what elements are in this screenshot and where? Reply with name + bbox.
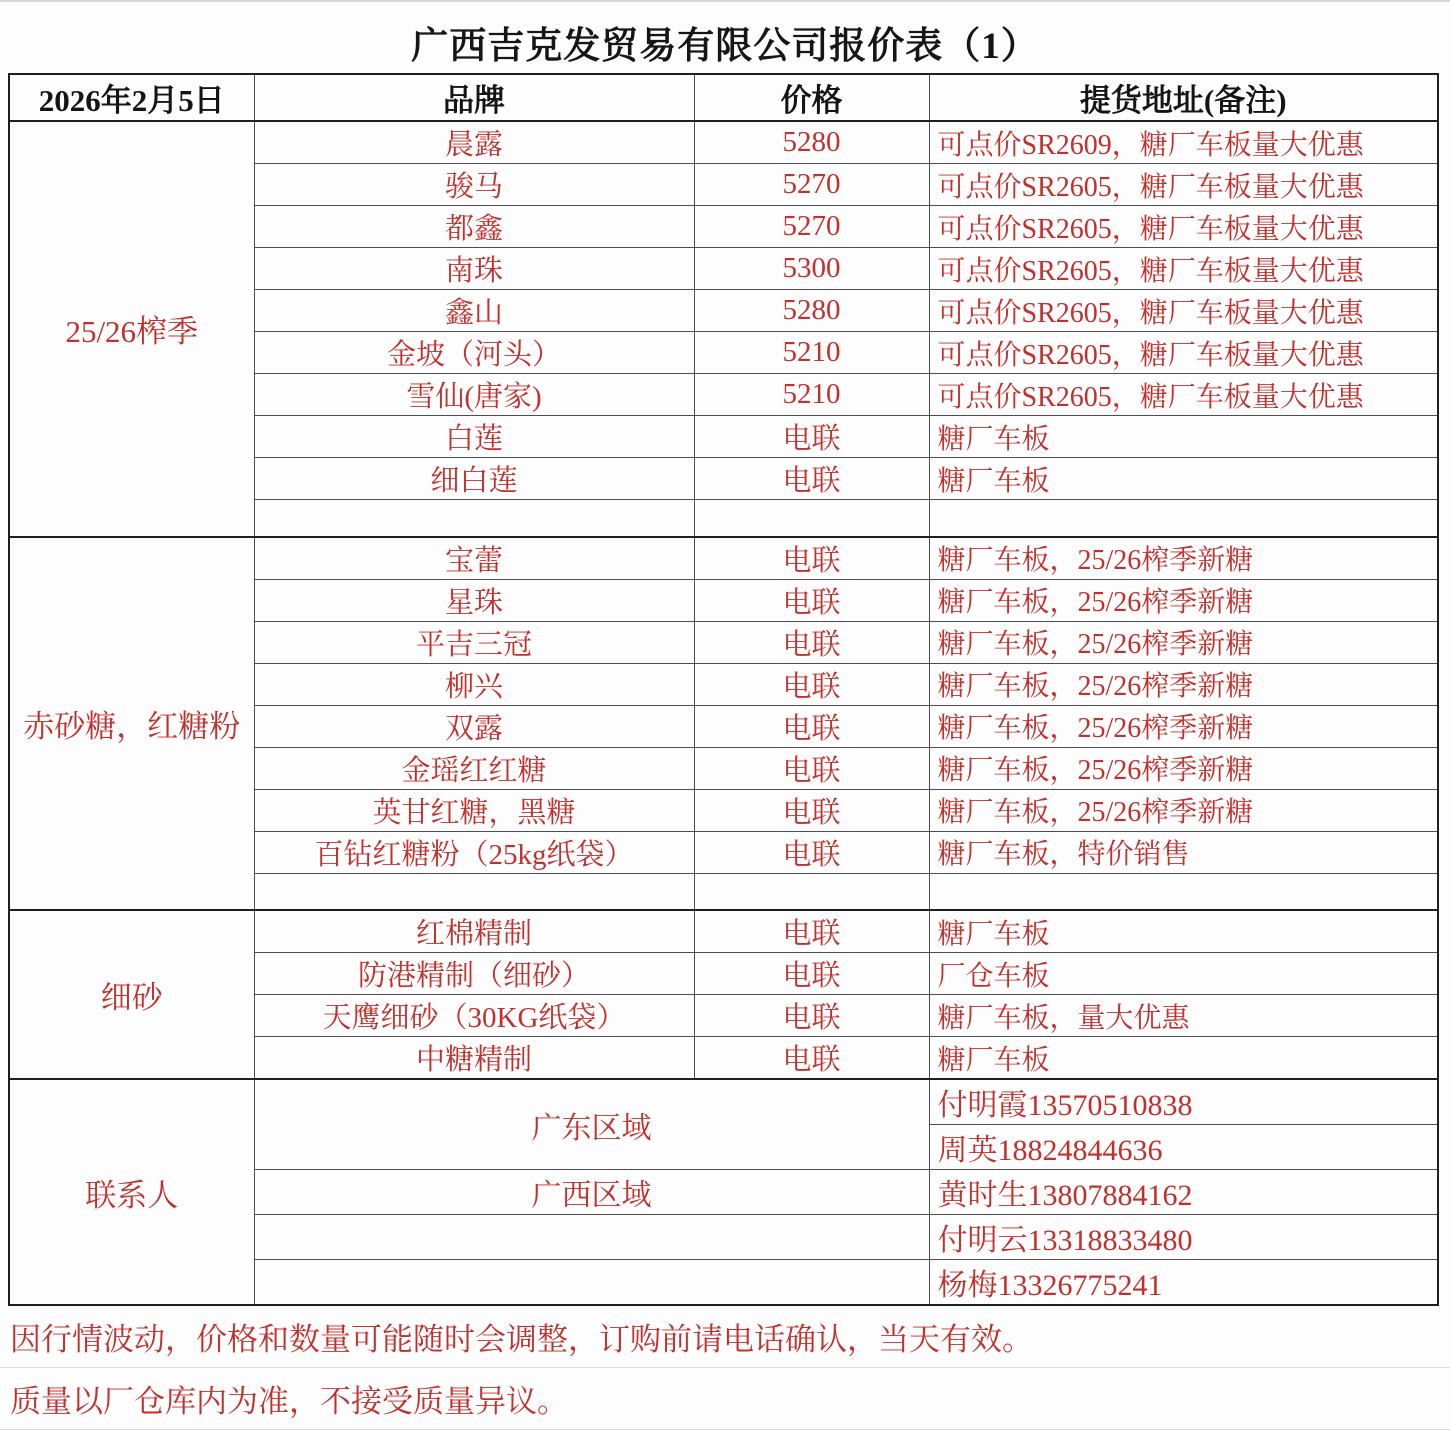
price-cell: 5270 — [694, 206, 929, 248]
brand-cell: 英甘红糖，黑糖 — [254, 789, 694, 831]
brand-cell: 晨露 — [254, 121, 694, 164]
brand-cell: 天鹰细砂（30KG纸袋） — [254, 995, 694, 1037]
brand-cell: 金瑶红红糖 — [254, 747, 694, 789]
note-cell: 糖厂车板，特价销售 — [929, 831, 1438, 873]
brand-header: 品牌 — [254, 74, 694, 121]
brand-cell: 南珠 — [254, 248, 694, 290]
price-header: 价格 — [694, 74, 929, 121]
note-cell: 糖厂车板 — [929, 416, 1438, 458]
price-cell: 5300 — [694, 248, 929, 290]
price-cell: 电联 — [694, 621, 929, 663]
price-cell: 电联 — [694, 663, 929, 705]
price-cell — [694, 873, 929, 910]
price-cell — [694, 500, 929, 537]
price-cell: 电联 — [694, 579, 929, 621]
note-cell: 糖厂车板，25/26榨季新糖 — [929, 579, 1438, 621]
note-cell: 糖厂车板，25/26榨季新糖 — [929, 537, 1438, 580]
price-cell: 电联 — [694, 747, 929, 789]
note-cell: 可点价SR2605，糖厂车板量大优惠 — [929, 374, 1438, 416]
price-cell: 5210 — [694, 332, 929, 374]
table-header-row — [9, 74, 1438, 121]
price-cell: 电联 — [694, 537, 929, 580]
region-cell-empty — [254, 1260, 929, 1306]
phone-cell: 付明云13318833480 — [929, 1215, 1438, 1260]
note-cell: 可点价SR2605，糖厂车板量大优惠 — [929, 248, 1438, 290]
price-cell: 电联 — [694, 789, 929, 831]
footer-note-price-validity: 因行情波动，价格和数量可能随时会调整，订购前请电话确认，当天有效。 — [0, 1306, 1450, 1368]
price-table — [8, 73, 1439, 1306]
price-cell: 电联 — [694, 458, 929, 500]
brand-cell: 平吉三冠 — [254, 621, 694, 663]
note-cell: 可点价SR2605，糖厂车板量大优惠 — [929, 164, 1438, 206]
brand-cell: 红棉精制 — [254, 910, 694, 953]
price-cell: 电联 — [694, 1037, 929, 1080]
section-label-crushing-season: 25/26榨季 — [9, 121, 254, 537]
footer-notes — [0, 1306, 1450, 1430]
brand-cell: 百钻红糖粉（25kg纸袋） — [254, 831, 694, 873]
note-cell: 糖厂车板 — [929, 910, 1438, 953]
price-cell: 电联 — [694, 705, 929, 747]
note-cell: 糖厂车板，25/26榨季新糖 — [929, 789, 1438, 831]
section-label-fine-sugar: 细砂 — [9, 910, 254, 1079]
phone-cell: 黄时生13807884162 — [929, 1170, 1438, 1215]
brand-cell: 白莲 — [254, 416, 694, 458]
note-cell: 可点价SR2605，糖厂车板量大优惠 — [929, 290, 1438, 332]
brand-cell — [254, 873, 694, 910]
date-cell: 2026年2月5日 — [9, 74, 254, 121]
price-cell: 5280 — [694, 290, 929, 332]
price-cell: 5210 — [694, 374, 929, 416]
region-cell-guangxi: 广西区域 — [254, 1170, 929, 1215]
price-cell: 5270 — [694, 164, 929, 206]
brand-cell: 柳兴 — [254, 663, 694, 705]
note-cell: 可点价SR2605，糖厂车板量大优惠 — [929, 206, 1438, 248]
footer-note-quality: 质量以厂仓库内为准，不接受质量异议。 — [0, 1368, 1450, 1430]
note-cell: 厂仓车板 — [929, 953, 1438, 995]
price-cell: 电联 — [694, 953, 929, 995]
note-cell — [929, 873, 1438, 910]
phone-cell: 周英18824844636 — [929, 1125, 1438, 1170]
price-cell: 电联 — [694, 910, 929, 953]
note-cell: 糖厂车板 — [929, 458, 1438, 500]
section-label-brown-sugar: 赤砂糖，红糖粉 — [9, 537, 254, 911]
brand-cell: 金坡（河头） — [254, 332, 694, 374]
price-cell: 5280 — [694, 121, 929, 164]
table-row — [9, 121, 1438, 164]
table-row — [9, 537, 1438, 580]
table-row — [9, 1079, 1438, 1125]
phone-cell: 付明霞13570510838 — [929, 1079, 1438, 1125]
price-cell: 电联 — [694, 416, 929, 458]
phone-cell: 杨梅13326775241 — [929, 1260, 1438, 1306]
note-cell: 可点价SR2605，糖厂车板量大优惠 — [929, 332, 1438, 374]
region-cell-empty — [254, 1215, 929, 1260]
brand-cell: 双露 — [254, 705, 694, 747]
brand-cell: 骏马 — [254, 164, 694, 206]
region-cell-guangdong: 广东区域 — [254, 1079, 929, 1170]
note-cell: 糖厂车板，25/26榨季新糖 — [929, 621, 1438, 663]
note-cell — [929, 500, 1438, 537]
brand-cell: 鑫山 — [254, 290, 694, 332]
brand-cell: 防港精制（细砂） — [254, 953, 694, 995]
brand-cell: 雪仙(唐家) — [254, 374, 694, 416]
note-cell: 可点价SR2609，糖厂车板量大优惠 — [929, 121, 1438, 164]
page-title: 广西吉克发贸易有限公司报价表（1） — [411, 26, 1039, 67]
address-header: 提货地址(备注) — [929, 74, 1438, 121]
brand-cell: 中糖精制 — [254, 1037, 694, 1080]
brand-cell: 星珠 — [254, 579, 694, 621]
brand-cell: 宝蕾 — [254, 537, 694, 580]
brand-cell: 细白莲 — [254, 458, 694, 500]
section-label-contacts: 联系人 — [9, 1079, 254, 1305]
brand-cell — [254, 500, 694, 537]
brand-cell: 都鑫 — [254, 206, 694, 248]
price-cell: 电联 — [694, 831, 929, 873]
note-cell: 糖厂车板，25/26榨季新糖 — [929, 747, 1438, 789]
price-cell: 电联 — [694, 995, 929, 1037]
table-row — [9, 910, 1438, 953]
note-cell: 糖厂车板，25/26榨季新糖 — [929, 663, 1438, 705]
note-cell: 糖厂车板，25/26榨季新糖 — [929, 705, 1438, 747]
note-cell: 糖厂车板，量大优惠 — [929, 995, 1438, 1037]
note-cell: 糖厂车板 — [929, 1037, 1438, 1080]
